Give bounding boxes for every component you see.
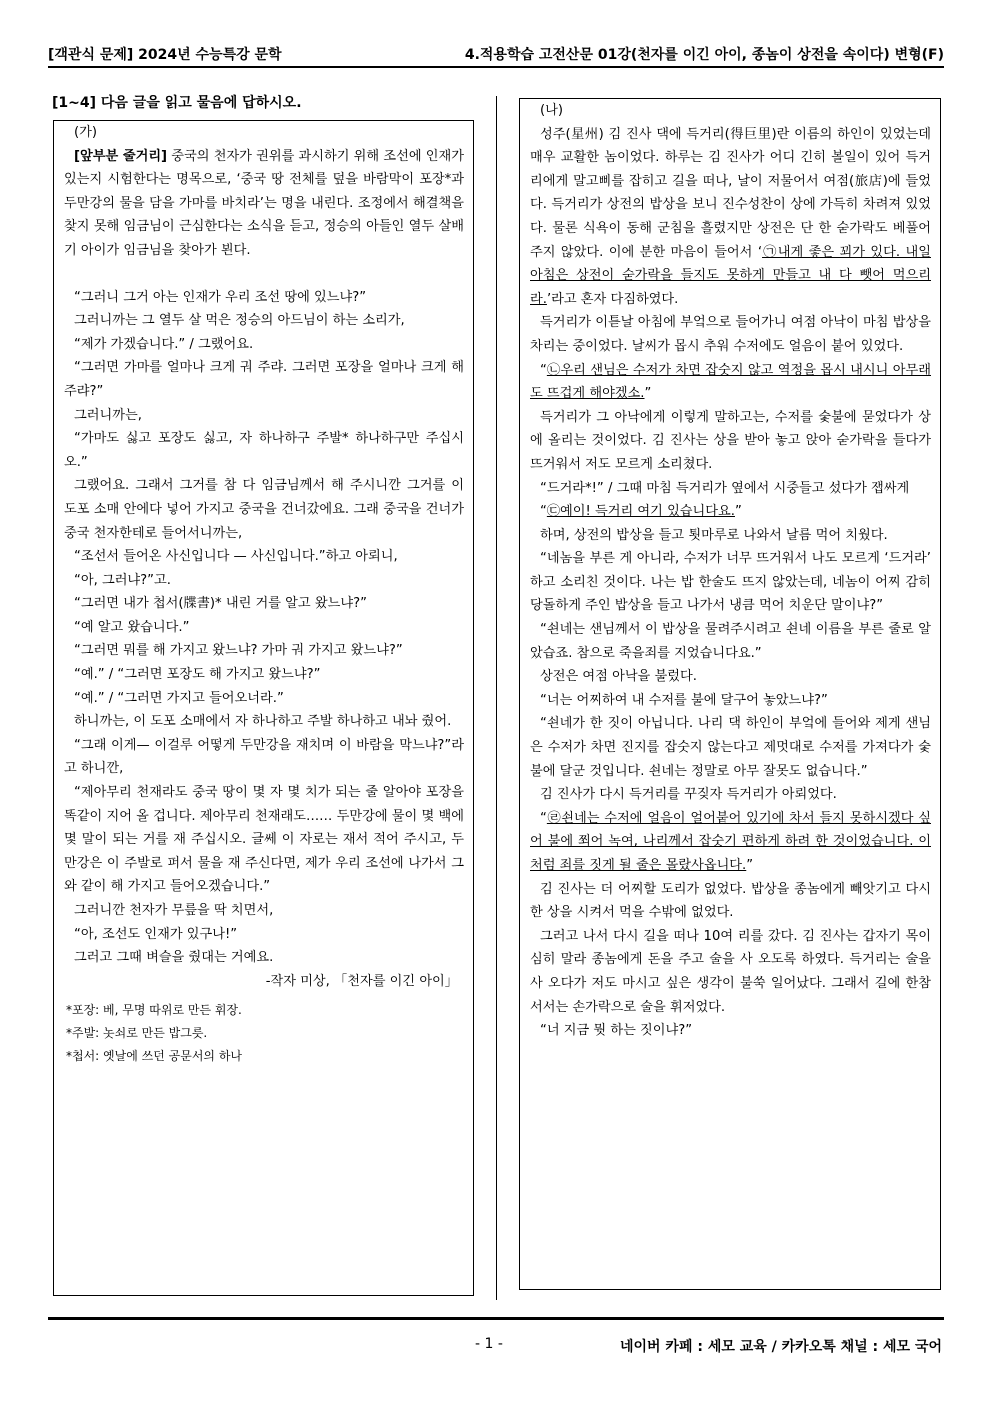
dialogue-line: “그래 이게— 이걸루 어떻게 두만강을 재치며 이 바람을 막느냐?”라고 하니깐, xyxy=(64,737,464,777)
dialogue-line: “예.” / “그러면 가지고 들어오너라.” xyxy=(74,690,284,706)
paragraph: “너 지금 뭣 하는 짓이냐?” xyxy=(540,1023,693,1039)
dialogue-line: “제아무리 천재라도 중국 땅이 몇 자 몇 치가 되는 줄 알아야 포장을 똑같이 지어 올 겁니다. 제아무리 천재래도…… 두만강에 물이 몇 백에 몇 말이 되는 거를 재 주십시오. 글쎄 이 자로는 재서 적어 주시고, 두만강은 이 주발로 퍼서 물을 재 주신다면, 제가 우리 조선에 나가서 그와 같이 해 가지고 들어오겠습니다.” xyxy=(64,785,464,895)
header-left-title: [객관식 문제] 2024년 수능특강 문학 xyxy=(48,47,282,63)
dialogue-line: “제가 가겠습니다.” / 그랬어요. xyxy=(74,336,254,352)
footnote-item: *주발: 놋쇠로 만든 밥그릇. xyxy=(66,1026,208,1041)
footnote-item: *포장: 베, 무명 따위로 만든 휘장. xyxy=(66,1003,242,1018)
dialogue-line: 하니까는, 이 도포 소매에서 자 하나하고 주발 하나하고 내놔 줬어. xyxy=(74,714,452,730)
text-span: ’라고 혼자 다짐하였다. xyxy=(546,291,679,307)
passage-b-box xyxy=(519,98,941,1290)
dialogue-line: “예 알고 왔습니다.” xyxy=(74,619,190,635)
text-span: ” xyxy=(644,386,652,402)
passage-a-label: (가) xyxy=(74,125,98,140)
text-span: “ xyxy=(540,504,547,520)
dialogue-line: “조선서 들어온 사신입니다 — 사신입니다.”하고 아뢰니, xyxy=(74,549,398,565)
underlined-passage-3: ㉢예이! 득거리 여기 있습니다요. xyxy=(546,504,735,520)
paragraph: “드거라*!” / 그때 마침 득거리가 옆에서 시중들고 섰다가 잽싸게 xyxy=(540,480,910,496)
dialogue-line: 그러니까는 그 열두 살 먹은 정승의 아드님이 하는 소리가, xyxy=(74,313,405,329)
paragraph: “네놈을 부른 게 아니라, 수저가 너무 뜨거워서 나도 모르게 ‘드거라’ 하고 소리친 것이다. 나는 밥 한술도 뜨지 않았는데, 네놈이 어찌 감히 당돌하게 주인 밥상을 들고 나가서 냉큼 먹어 치운단 말이냐?” xyxy=(530,551,931,614)
dialogue-line: “아, 그러냐?”고. xyxy=(74,572,171,588)
footer-brand: 네이버 카페 : 세모 교육 / 카카오톡 채널 : 세모 국어 xyxy=(619,1339,942,1355)
dialogue-line: 그러니깐 천자가 무릎을 딱 치면서, xyxy=(74,903,274,918)
paragraph: “쇤네가 한 짓이 아닙니다. 나리 댁 하인이 부엌에 들어와 제게 샌님은 수저가 차면 진지를 잡숫지 않는다고 제멋대로 수저를 가져다가 숯불에 달군 것입니다. 쇤네는 정말로 아무 잘못도 없습니다.” xyxy=(530,716,931,779)
footer-rule xyxy=(48,1317,944,1320)
passage-a-box xyxy=(53,120,474,1296)
paragraph xyxy=(530,123,931,312)
column-divider xyxy=(496,96,497,1300)
underlined-passage-4: ㉣쇤네는 수저에 얼음이 얼어붙어 있기에 차서 들지 못하시겠다 싶어 불에 쬐어 녹여, 나리께서 잡숫기 편하게 하려 한 것이었습니다. 이처럼 죄를 짓게 될 줄은 몰랐사옵니다. xyxy=(530,810,931,873)
paragraph: 득거리가 그 아낙에게 이렇게 말하고는, 수저를 숯불에 묻었다가 상에 올리는 것이었다. 김 진사는 상을 받아 놓고 앉아 숟가락을 들다가 뜨거워서 저도 모르게 소리쳤다. xyxy=(530,409,931,472)
summary-text: 중국의 천자가 권위를 과시하기 위해 조선에 인재가 있는지 시험한다는 명목으로, ‘중국 땅 전체를 덮을 바람막이 포장*과 두만강의 물을 담을 가마를 바치라’는 명을 내린다. 조정에서 해결책을 찾지 못해 임금님이 근심한다는 소식을 듣고, 정승의 아들인 열두 살배기 아이가 임금님을 찾아가 뵌다. xyxy=(64,148,464,258)
dialogue-line: “가마도 싫고 포장도 싫고, 자 하나하구 주발* 하나하구만 주십시오.” xyxy=(64,431,464,470)
paragraph: 김 진사는 더 어찌할 도리가 없었다. 밥상을 종놈에게 빼앗기고 다시 한 상을 시켜서 먹을 수밖에 없었다. xyxy=(530,881,931,921)
paragraph xyxy=(530,500,931,524)
paragraph: 하며, 상전의 밥상을 들고 툇마루로 나와서 날름 먹어 치웠다. xyxy=(540,527,888,543)
passage-b-label: (나) xyxy=(540,103,564,118)
passage-a-source: -작자 미상, 「천자를 이긴 아이」 xyxy=(265,973,458,989)
paragraph xyxy=(530,359,931,406)
question-instruction: [1~4] 다음 글을 읽고 물음에 답하시오. xyxy=(52,95,302,111)
header-right-title: 4.적용학습 고전산문 01강(천자를 이긴 아이, 종놈이 상전을 속이다) 변형(F) xyxy=(464,47,944,63)
text-span: 성주(星州) 김 진사 댁에 득거리(得巨里)란 이름의 하인이 있었는데 매우 교활한 놈이었다. 하루는 김 진사가 어디 긴히 볼일이 있어 득거리에게 말고삐를 잡히고 길을 떠나, 날이 저물어서 여점(旅店)에 들었다. 득거리가 상전의 밥상을 보니 진수성찬이 상에 가득히 차려져 있었다. 물론 식욕이 동해 군침을 흘렸지만 상전은 단 한 숟가락도 베풀어 주지 않았다. 이에 분한 마음이 들어서 ‘ xyxy=(530,126,931,260)
paragraph: “너는 어찌하여 내 수저를 불에 달구어 놓았느냐?” xyxy=(540,692,828,708)
dialogue-line: 그러고 그때 벼슬을 줬대는 거예요. xyxy=(74,950,274,966)
page-number: - 1 - xyxy=(475,1336,503,1352)
paragraph: 상전은 여점 아낙을 불렀다. xyxy=(540,669,697,685)
paragraph xyxy=(530,807,931,878)
dialogue-line: 그러니까는, xyxy=(74,407,142,423)
dialogue-line: 그랬어요. 그래서 그거를 참 다 임금님께서 해 주시니깐 그거를 이 도포 소매 안에다 넣어 가지고 중국을 건너갔에요. 그래 중국을 건너가 중국 천자한테로 들어서니까는, xyxy=(64,478,464,541)
paragraph: 득거리가 이튿날 아침에 부엌으로 들어가니 여점 아낙이 마침 밥상을 차리는 중이었다. 날씨가 몹시 추워 수저에도 얼음이 붙어 있었다. xyxy=(530,315,931,354)
dialogue-line: “그러면 뭐를 해 가지고 왔느냐? 가마 궈 가지고 왔느냐?” xyxy=(74,643,403,659)
passage-a-summary xyxy=(64,145,464,263)
underlined-passage-1: ㉠내게 좋은 꾀가 있다. 내일 아침은 상전이 숟가락을 들지도 못하게 만들고 내 다 뺏어 먹으리라. xyxy=(530,244,931,307)
text-span: “ xyxy=(540,810,547,826)
paragraph: “쇤네는 샌님께서 이 밥상을 물려주시려고 쇤네 이름을 부른 줄로 알았습죠. 참으로 죽을죄를 지었습니다요.” xyxy=(530,622,931,661)
text-span: ” xyxy=(734,504,742,520)
paragraph: 그러고 나서 다시 길을 떠나 10여 리를 갔다. 김 진사는 갑자기 목이 심히 말라 종놈에게 돈을 주고 술을 사 오도록 하였다. 득거리는 술을 사 오다가 저도 마시고 싶은 생각이 불쑥 일어났다. 그래서 길에 한참 서서는 손가락으로 술을 휘저었다. xyxy=(530,928,931,1015)
footnote-item: *첩서: 옛날에 쓰던 공문서의 하나 xyxy=(66,1049,242,1064)
dialogue-line: “예.” / “그러면 포장도 해 가지고 왔느냐?” xyxy=(74,667,321,683)
page-header xyxy=(48,40,944,68)
footnotes xyxy=(64,999,464,1068)
dialogue-line: “그러니 그거 아는 인재가 우리 조선 땅에 있느냐?” xyxy=(74,289,367,305)
text-span: “ xyxy=(540,362,547,378)
paragraph: 김 진사가 다시 득거리를 꾸짖자 득거리가 아뢰었다. xyxy=(540,787,837,803)
dialogue-line: “아, 조선도 인재가 있구나!” xyxy=(74,926,238,942)
summary-title: [앞부분 줄거리] xyxy=(74,148,168,164)
underlined-passage-2: ㉡우리 샌님은 수저가 차면 잡숫지 않고 역정을 몹시 내시니 아무래도 뜨겁게 해야겠소. xyxy=(530,362,931,402)
dialogue-line: “그러면 가마를 얼마나 크게 궈 주랴. 그러면 포장을 얼마나 크게 해 주랴?” xyxy=(64,360,464,399)
text-span: ” xyxy=(746,858,754,873)
dialogue-line: “그러면 내가 첩서(牒書)* 내린 거를 알고 왔느냐?” xyxy=(74,596,367,612)
